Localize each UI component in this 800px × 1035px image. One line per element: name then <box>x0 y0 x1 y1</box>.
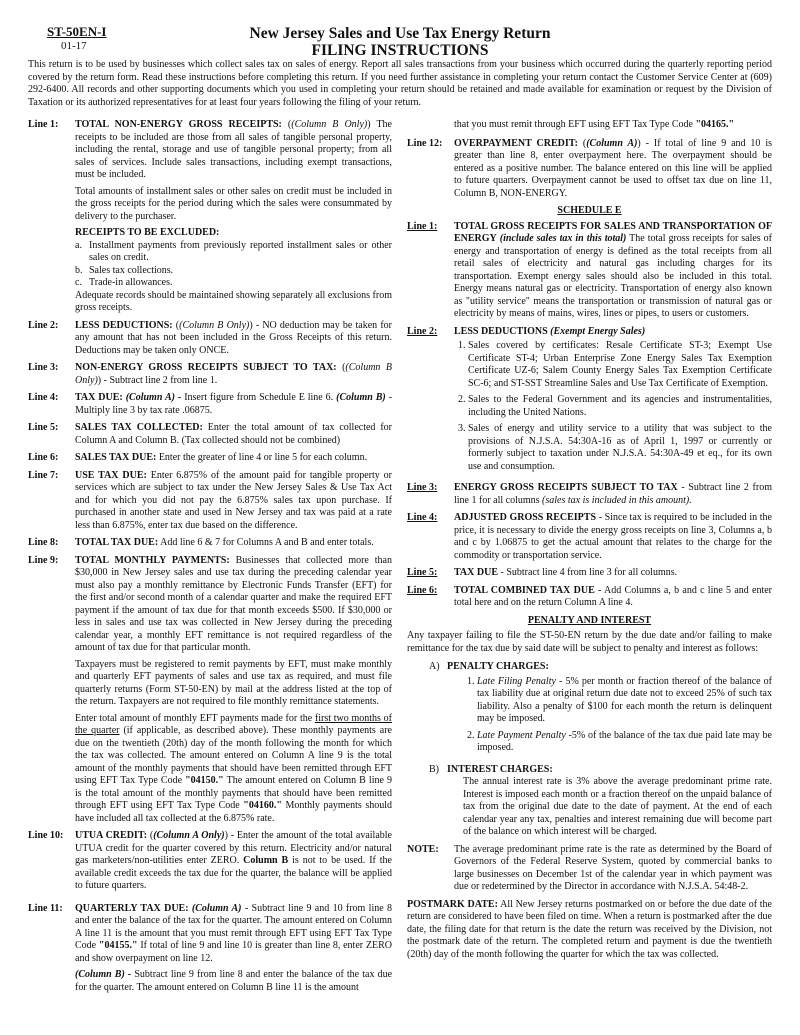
list-item: b. Sales tax collections. <box>75 264 174 276</box>
list-item: c. Trade-in allowances. <box>75 277 173 288</box>
line-9-instruction: Line 9: TOTAL MONTHLY PAYMENTS: Businesses that collected more than $30,000 in New Jersey sales and use tax during the preceding calendar year must also pay a monthly remittance by Electronic Funds Transfer (EFT) for the first and/or second month of a calendar quarter and make the required EFT payment if the amount of tax due for that month exceeds $500. If $30,000 or less in sales and use tax was collected in New Jersey during the preceding calendar year, a monthly EFT remittance is not required regardless of the amount of tax due for that particular month. Taxpayers must be registered to remit payments by EFT, must make monthly and quarterly EFT payments of sales and use tax as required, and must file quarterly returns (Form ST-50-EN) by mail at the address listed at the top of the return. Taxpayers are not required to file monthly remittance statements. Enter total amount of monthly EFT payments made for the first two months of the quarter (if applicable, as described above). These monthly payments are due on the twentieth (20th) day of the month following the month for which the tax was collected. The amount entered on Column A line 9 is the total amount of the monthly payments that should have been remitted through EFT using EFT Tax Type Code "04150." The amount entered on Column B line 9 is the total amount of the monthly payments that should have been remitted through EFT using EFT Tax Type Code "04160." Monthly payments should have included all tax collected at the 6.875% rate. <box>28 554 393 824</box>
page-subtitle: FILING INSTRUCTIONS <box>311 42 489 59</box>
line-8-instruction: Line 8: TOTAL TAX DUE: Add line 6 & 7 for Columns A and B and enter totals. <box>28 537 374 548</box>
note: NOTE: The average predominant prime rate is the rate as determined by the Board of Governors of the Federal Reserve System, quoted by commercial banks to large businesses on December 1st of the calendar year in which payment was due or redetermined by the Director in accordance with N.J.S.A. 54:48-2. <box>407 843 772 892</box>
line-6-instruction: Line 6: SALES TAX DUE: Enter the greater of line 4 or line 5 for each column. <box>28 452 368 463</box>
page-title: New Jersey Sales and Use Tax Energy Return <box>249 25 551 42</box>
schedule-line-3: Line 3: ENERGY GROSS RECEIPTS SUBJECT TO TAX - Subtract line 2 from line 1 for all columns (sales tax is included in this amount). <box>407 482 772 506</box>
line-11-instruction: Line 11: QUARTERLY TAX DUE: (Column A) - Subtract line 9 and 10 from line 8 and enter the balance of the tax for the quarter. The amount entered on Column A line 11 is the amount that you must remit through EFT using EFT Tax Type Code "04155." If total of line 9 and line 10 is greater than line 8, enter ZERO and show overpayment on line 12. (Column B) - Subtract line 9 from line 8 and enter the balance of the tax due for the quarter. The amount entered on Column B line 11 is the amount <box>28 902 393 993</box>
schedule-line-2: Line 2: LESS DEDUCTIONS (Exempt Energy Sales) 1. Sales covered by certificates: Resale Certificate ST-3; Exempt Use Certificate ST-4; Urban Enterprise Zone Energy Sales Tax Exemption Certificate UZ-6; Salem County Energy Sales Tax Exemption Certificate SC-6; and ST-SST Streamline Sales and Use Tax Certificate of Exemption. 2. Sales to the Federal Government and its agencies and instrumentalities, including the United Nations. 3. Sales of energy and utility service to a utility that was subject to the provisions of N.J.S.A. 54:30A-16 as of April 1, 1997 or currently or formerly subject to taxation under N.J.S.A. 54:30A-49 et eq., for its own use and consumption. <box>407 326 772 478</box>
line-1-instruction: Line 1: TOTAL NON-ENERGY GROSS RECEIPTS: ((Column B Only)) The receipts to be included are those from all sales of tangible personal property, including the rental, storage and use of tangible personal property; from all sales of services. Include sales transactions, including exempt transactions, must be included. Total amounts of installment sales or other sales on credit must be included in the gross receipts for the period during which the sales were consummated by delivery to the purchaser. RECEIPTS TO BE EXCLUDED: a. Installment payments from previously reported installment sales or other sales on credit. b. Sales tax collections. c. Trade-in allowances. Adequate records should be maintained showing separately all exclusions from gross receipts. <box>28 119 392 313</box>
intro-paragraph: This return is to be used by businesses which collect sales tax on sales of energy. Report all sales transactions from your business which occurred during the quarterly reporting period covered by the return form. Read these instructions before completing this return. If you need further assistance in completing your return contact the Customer Service Center at (609) 292-6400. All records and other supporting documents which you used in completing your return should be retained and made available for examination or request by the Division of Taxation or its authorized representatives for at least four years following the filing of your return. <box>28 59 772 108</box>
list-item: 1. Sales covered by certificates: Resale Certificate ST-3; Exempt Use Certificate ST-4; Urban Enterprise Zone Energy Sales Tax Exemption Certificate UZ-6; Salem County Energy Sales Tax Exemption Certificate SC-6; and ST-SST Streamline Sales and Use Tax Certificate of Exemption. <box>468 340 772 390</box>
schedule-line-4: Line 4: ADJUSTED GROSS RECEIPTS - Since tax is required to be included in the price, it is necessary to divide the energy gross receipts on line 3, Columns a, b and c by 1.06875 to get the actual amount that relates to the charge for the commodity or transportation service. <box>407 512 772 561</box>
schedule-line-5: Line 5: TAX DUE - Subtract line 4 from line 3 for all columns. <box>407 567 678 578</box>
line-11-continued: that you must remit through EFT using EFT Tax Type Code "04165." <box>454 119 735 130</box>
list-item: 3. Sales of energy and utility service to a utility that was subject to the provisions of N.J.S.A. 54:30A-16 as of April 1, 1997 or currently or formerly subject to taxation under N.J.S.A. 54:30A-49 et eq., for its own use and consumption. <box>468 423 772 473</box>
excluded-heading: RECEIPTS TO BE EXCLUDED: <box>75 227 220 238</box>
penalty-list <box>447 676 772 755</box>
list-item: 2. Late Payment Penalty -5% of the balance of the tax due paid late may be imposed. <box>477 730 772 755</box>
schedule-line-1: Line 1: TOTAL GROSS RECEIPTS FOR SALES AND TRANSPORTATION OF ENERGY (include sales tax in this total) The total gross receipts for sales of energy and transportation of energy is defined as the total receipts from all retail sales of electricity and natural gas including charges for its transportation. Exempt energy sales should also be included in this total. Energy means natural gas or electricity. Transportation of energy also known as "utility service" means the transportation or transmission of natural gas or electricity by means of mains, wires, lines or pipes, to users or customers. <box>407 220 772 319</box>
line-12-instruction: Line 12: OVERPAYMENT CREDIT: ((Column A)) - If total of line 9 and 10 is greater than line 8, enter overpayment here. The overpayment should be entered as a positive number. The balance entered on this line will be applied to future quarters. Overpayment cannot be used to offset tax due on line 11, Column B, NON-ENERGY. <box>407 137 772 199</box>
line-7-instruction: Line 7: USE TAX DUE: Enter 6.875% of the amount paid for tangible property or services which are subject to tax under the New Jersey Sales & Use Tax Act and for which you did not pay the 6.875% sales tax upon purchase. If purchased in another state and used in New Jersey and tax was paid at a rate less than 6.875%, enter tax due based on the difference. <box>28 469 393 531</box>
line-3-instruction: Line 3: NON-ENERGY GROSS RECEIPTS SUBJECT TO TAX: ((Column B Only)) - Subtract line 2 from line 1. <box>28 362 392 386</box>
line-4-instruction: Line 4: TAX DUE: (Column A) - Insert figure from Schedule E line 6. (Column B) - Multiply line 3 by tax rate .06875. <box>28 392 393 416</box>
schedule-line-6: Line 6: TOTAL COMBINED TAX DUE - Add Columns a, b and c line 5 and enter total here and on the return Column A line 4. <box>407 584 773 608</box>
left-column <box>28 119 392 999</box>
line-5-instruction: Line 5: SALES TAX COLLECTED: Enter the total amount of tax collected for Column A and Column B. (Tax collected should not be combined) <box>28 422 392 446</box>
postmark-date: POSTMARK DATE: All New Jersey returns postmarked on or before the due date of the return are considered to have been filed on time. When a return is postmarked after the due date, the filing date for that return is the date the return was received by the Division, not the postmark date of the return. The completed return and payment is due the twentieth (20th) day of the month following the quarter for which the tax was collected. <box>407 898 772 960</box>
line-2-instruction: Line 2: LESS DEDUCTIONS: ((Column B Only)) - NO deduction may be taken for any amount that has not been included in the Gross Receipts of this return. Deductions may be taken only ONCE. <box>28 319 392 356</box>
line-10-instruction: Line 10: UTUA CREDIT: ((Column A Only)) - Enter the amount of the total available UTUA credit for the quarter covered by this return. Electricity and/or natural gas marketers/non-utilities enter ZERO. Column B is not to be used. If the available credit exceeds the tax due for the quarter, the balance will be applied to future quarters. <box>28 830 392 891</box>
list-item: a. Installment payments from previously reported installment sales or other sales on credit. <box>75 239 392 263</box>
penalty-heading: PENALTY AND INTEREST <box>527 614 652 626</box>
deductions-list <box>454 340 772 473</box>
penalty-charges: A) PENALTY CHARGES: 1. Late Filing Penalty - 5% per month or fraction thereof of the balance of tax liability due at original return due date not to exceed 25% of such tax liability. Also a penalty of $100 for each month the return is delinquent may be imposed. 2. Late Payment Penalty -5% of the balance of the tax due paid late may be imposed. <box>429 661 772 759</box>
list-item: 2. Sales to the Federal Government and its agencies and instrumentalities, including the United Nations. <box>468 394 772 419</box>
penalty-intro: Any taxpayer failing to file the ST-50-EN return by the due date and/or failing to make remittance for the tax due by said date will be subject to penalty and interest as follows: <box>407 630 772 654</box>
schedule-e-heading: SCHEDULE E <box>557 205 622 216</box>
excluded-list <box>75 240 392 290</box>
interest-charges: B) INTEREST CHARGES: The annual interest rate is 3% above the average predominant prime rate. Interest is imposed each month or a fraction thereof on the unpaid balance of tax from the original due date to the date of payment. At the end of each calendar year any tax, penalties and interest remaining due will become part of the balance on which interest will be charged. <box>429 763 772 837</box>
right-column <box>407 119 772 967</box>
line-label: Line 1: <box>28 119 59 130</box>
list-item: 1. Late Filing Penalty - 5% per month or fraction thereof of the balance of tax liability due at original return due date not to exceed 25% of such tax liability. Also a penalty of $100 for each month the return is delinquent may be imposed. <box>477 676 772 726</box>
form-date: 01-17 <box>61 40 87 52</box>
form-code: ST-50EN-I <box>47 24 107 39</box>
